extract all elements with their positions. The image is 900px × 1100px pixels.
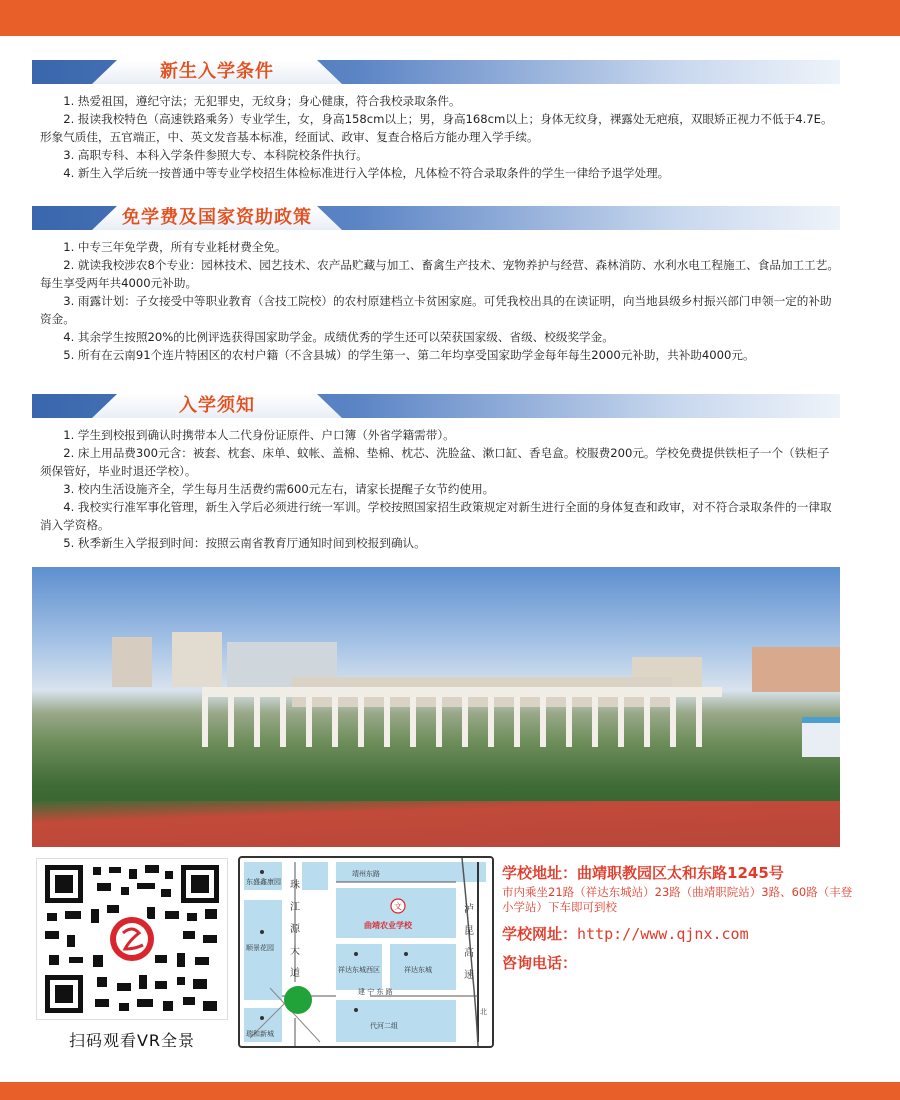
qr-code-icon	[37, 859, 227, 1019]
website-label: 学校网址：	[502, 925, 578, 943]
website-link[interactable]: http://www.qjnx.com	[577, 925, 749, 943]
school-arcade	[202, 687, 722, 747]
map-label-road-char: 大	[290, 946, 300, 957]
section-banner	[32, 206, 840, 230]
map-label: 瑞和新城	[246, 1030, 274, 1038]
school-icon: 文	[394, 902, 402, 911]
section-title: 新生入学条件	[160, 61, 274, 82]
map-label: 顺景花园	[246, 944, 274, 952]
map-label: 祥达东城	[404, 966, 432, 974]
list-item: 2. 床上用品费300元含：被套、枕套、床单、蚊帐、盖棉、垫棉、枕芯、洗脸盆、漱口缸、香皂盒。校服费200元。学校免费提供铁柜子一个（铁柜子须保管好，毕业时退还学校）。	[40, 446, 830, 478]
website-row	[502, 923, 862, 944]
campus-aerial-photo	[32, 567, 840, 847]
section-items	[32, 418, 840, 552]
list-item: 1. 学生到校报到确认时携带本人二代身份证原件、户口簿（外省学籍需带）。	[63, 428, 455, 442]
list-item: 3. 高职专科、本科入学条件参照大专、本科院校条件执行。	[63, 148, 368, 162]
map-label: 建 宁 东 路	[358, 988, 393, 996]
section-tuition-policy	[32, 206, 840, 364]
running-track	[32, 801, 840, 847]
map-label: 东盛鑫康园	[246, 878, 281, 886]
phone-row	[502, 952, 862, 973]
map-label-highway-char: 泸	[464, 904, 474, 915]
qr-code[interactable]	[36, 858, 228, 1020]
list-item: 1. 热爱祖国，遵纪守法；无犯罪史，无纹身；身心健康，符合我校录取条件。	[63, 94, 461, 108]
map-label-road-char: 源	[290, 924, 300, 935]
list-item: 1. 中专三年免学费，所有专业耗材费全免。	[63, 240, 287, 254]
address-label: 学校地址：	[502, 864, 578, 882]
section-admission-requirements	[32, 60, 840, 182]
list-item: 3. 校内生活设施齐全，学生每月生活费约需600元左右，请家长提醒子女节约使用。	[63, 482, 495, 496]
section-banner	[32, 394, 840, 418]
qr-caption: 扫码观看VR全景	[68, 1031, 196, 1050]
address-value: 曲靖职教园区太和东路1245号	[577, 864, 784, 882]
bottom-orange-bar	[0, 1082, 900, 1100]
section-title: 免学费及国家资助政策	[122, 207, 312, 228]
address-row	[502, 862, 862, 915]
list-item: 3. 雨露计划：子女接受中等职业教育（含技工院校）的农村原建档立卡贫困家庭。可凭我校出具的在读证明，向当地县级乡村振兴部门申领一定的补助资金。	[40, 294, 832, 326]
phone-label: 咨询电话：	[502, 954, 578, 972]
map-label: 靖州东路	[352, 870, 380, 878]
map-label-highway-char: 高	[464, 948, 474, 959]
map-label-school: 曲靖农业学校	[364, 921, 412, 930]
map-drawing	[240, 858, 492, 1046]
map-label-road-char: 珠	[290, 880, 300, 891]
map-label-highway-char: 昆	[464, 926, 474, 937]
contact-info	[502, 862, 862, 977]
top-orange-bar	[0, 0, 900, 36]
list-item: 2. 报读我校特色（高速铁路乘务）专业学生，女，身高158cm以上；男，身高168cm以上；身体无纹身，裸露处无疤痕，双眼矫正视力不低于4.7E。形象气质佳，五官端正，中、英文发音基本标准，经面试、政审、复查合格后方能办理入学手续。	[40, 112, 833, 144]
map-north-label: 北	[480, 1008, 487, 1016]
list-item: 5. 所有在云南91个连片特困区的农村户籍（不含县城）的学生第一、第二年均享受国家助学金每年每生2000元补助，共补助4000元。	[63, 348, 755, 362]
list-item: 4. 我校实行准军事化管理，新生入学后必须进行统一军训。学校按照国家招生政策规定对新生进行全面的身体复查和政审，对不符合录取条件的一律取消入学资格。	[40, 500, 832, 532]
map-label: 祥达东城西区	[338, 966, 380, 974]
list-item: 4. 新生入学后统一按普通中等专业学校招生体检标准进行入学体检，凡体检不符合录取条件的学生一律给予退学处理。	[63, 166, 670, 180]
section-title: 入学须知	[179, 395, 255, 416]
section-items	[32, 230, 840, 364]
section-banner	[32, 60, 840, 84]
map-label: 代河二组	[370, 1022, 398, 1030]
map-label-road-char: 江	[290, 902, 300, 913]
map-label-road-char: 道	[290, 968, 300, 979]
section-items	[32, 84, 840, 182]
section-enrollment-notice	[32, 394, 840, 552]
list-item: 4. 其余学生按照20%的比例评选获得国家助学金。成绩优秀的学生还可以荣获国家级、省级、校级奖学金。	[63, 330, 614, 344]
school-location-map	[238, 856, 494, 1048]
map-label-highway-char: 速	[464, 970, 474, 981]
list-item: 2. 就读我校涉农8个专业：园林技术、园艺技术、农产品贮藏与加工、畜禽生产技术、宠物养护与经营、森林消防、水利水电工程施工、食品加工工艺。每生享受两年共4000元补助。	[40, 258, 839, 290]
bus-directions: 市内乘坐21路（祥达东城站）23路（曲靖职院站）3路、60路（丰登小学站）下车即可到校	[502, 885, 853, 914]
list-item: 5. 秋季新生入学报到时间：按照云南省教育厅通知时间到校报到确认。	[63, 536, 426, 550]
